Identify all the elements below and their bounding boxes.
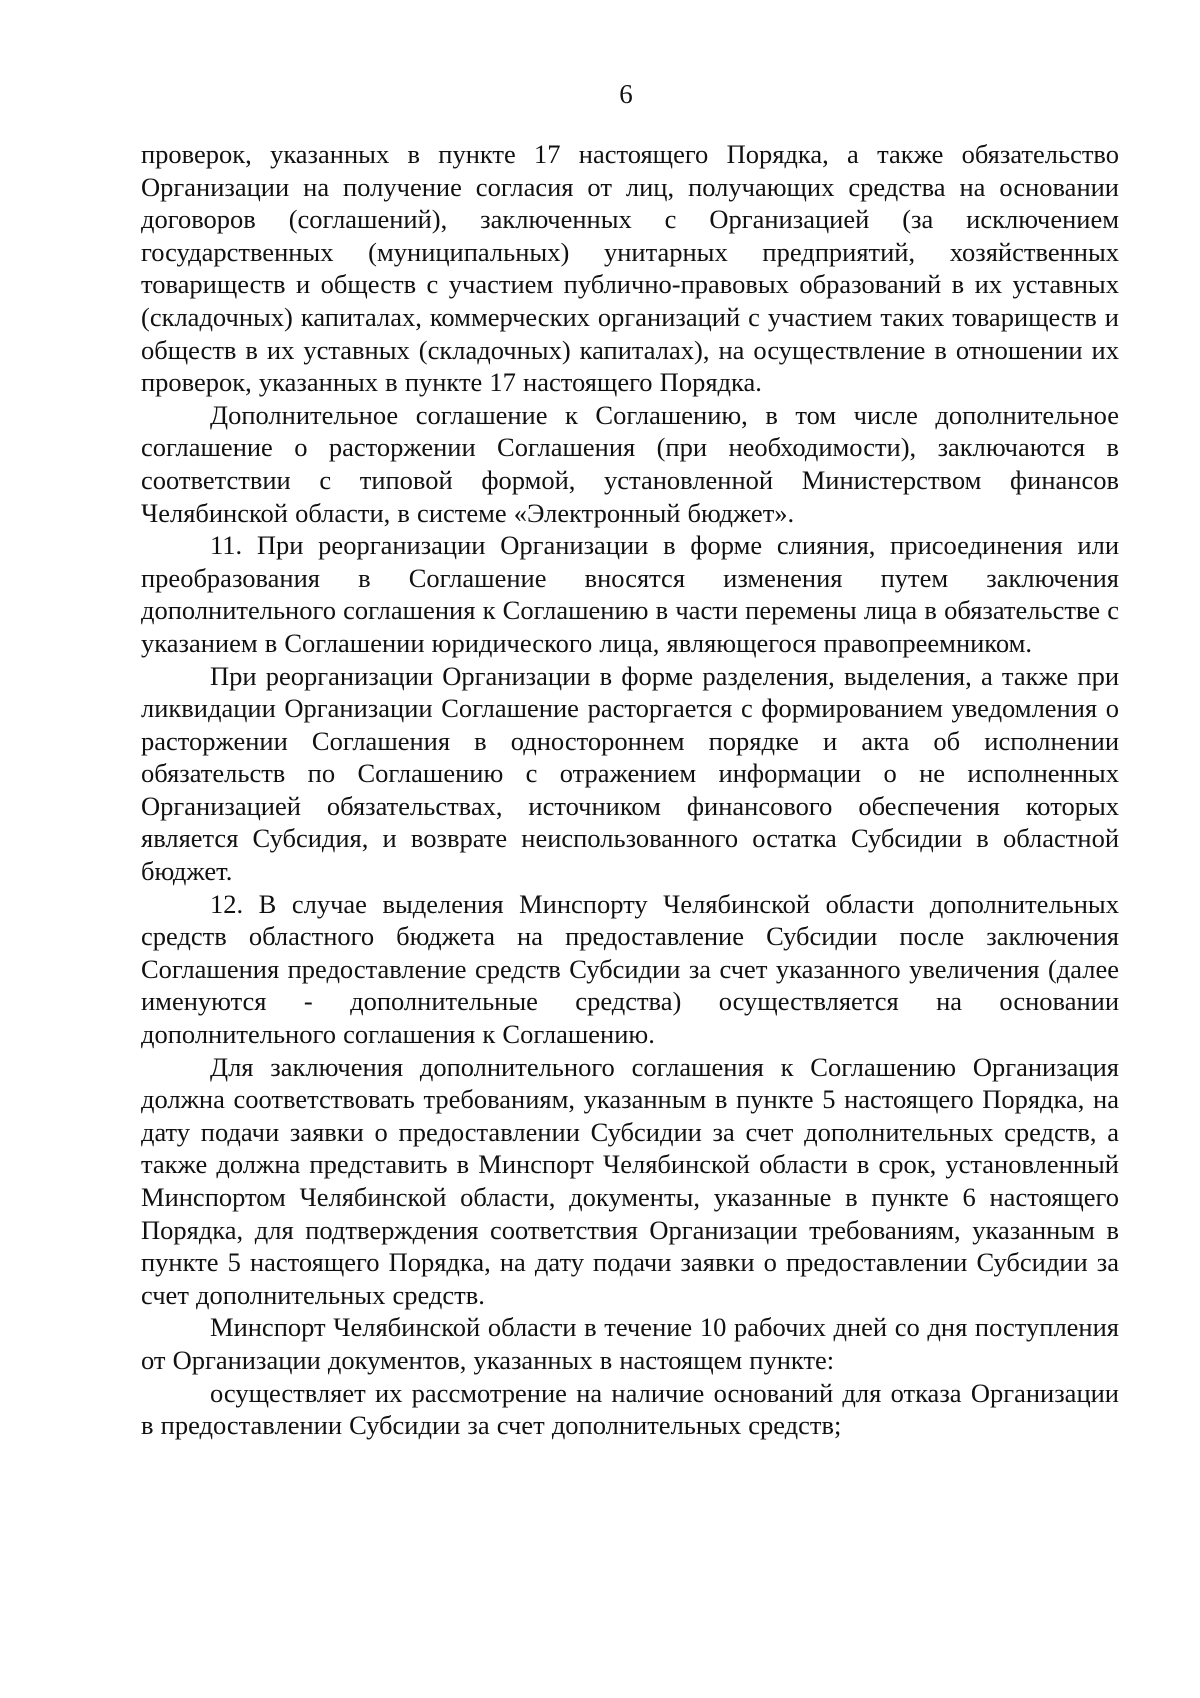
paragraph-checks-consent: проверок, указанных в пункте 17 настоящего Порядка, а также обязательство Организации на получение согласия от лиц, получающих средства на основании договоров (соглашений), заключенных с Организацией (за исключением государственных (муниципальных) унитарных предприятий, хозяйственных товариществ и обществ с участием публично-правовых образований в их уставных (складочных) капиталах, коммерческих организаций с участием таких товариществ и обществ в их уставных (складочных) капиталах), на осуществление в отношении их проверок, указанных в пункте 17 настоящего Порядка. [141,139,1119,398]
paragraph-item-11-reorganization: 11. При реорганизации Организации в форме слияния, присоединения или преобразования в Соглашение вносятся изменения путем заключения дополнительного соглашения к Соглашению в части перемены лица в обязательстве с указанием в Соглашении юридического лица, являющегося правопреемником. [141,530,1119,658]
paragraph-division-liquidation: При реорганизации Организации в форме разделения, выделения, а также при ликвидации Организации Соглашение расторгается с формированием уведомления о расторжении Соглашения в одностороннем порядке и акта об исполнении обязательств по Соглашению с отражением информации о не исполненных Организацией обязательствах, источником финансового обеспечения которых является Субсидия, и возврате неиспользованного остатка Субсидии в областной бюджет. [141,660,1119,887]
paragraph-review-period: Минспорт Челябинской области в течение 10 рабочих дней со дня поступления от Организации документов, указанных в настоящем пункте: [141,1312,1119,1375]
paragraph-requirements: Для заключения дополнительного соглашения к Соглашению Организация должна соответствовать требованиям, указанным в пункте 5 настоящего Порядка, на дату подачи заявки о предоставлении Субсидии за счет дополнительных средств, а также должна представить в Минспорт Челябинской области в срок, установленный Минспортом Челябинской области, документы, указанные в пункте 6 настоящего Порядка, для подтверждения соответствия Организации требованиям, указанным в пункте 5 настоящего Порядка, на дату подачи заявки о предоставлении Субсидии за счет дополнительных средств. [141,1051,1119,1310]
paragraph-review-grounds: осуществляет их рассмотрение на наличие оснований для отказа Организации в предоставлении Субсидии за счет дополнительных средств; [141,1377,1119,1441]
page-number: 6 [619,79,633,109]
document-body [141,138,1119,1442]
paragraph-additional-agreement: Дополнительное соглашение к Соглашению, в том числе дополнительное соглашение о расторжении Соглашения (при необходимости), заключаются в соответствии с типовой формой, установленной Министерством финансов Челябинской области, в системе «Электронный бюджет». [141,399,1119,528]
paragraph-item-12-additional-funds: 12. В случае выделения Минспорту Челябинской области дополнительных средств областного бюджета на предоставление Субсидии после заключения Соглашения предоставление средств Субсидии за счет указанного увеличения (далее именуются - дополнительные средства) осуществляется на основании дополнительного соглашения к Соглашению. [141,888,1119,1050]
